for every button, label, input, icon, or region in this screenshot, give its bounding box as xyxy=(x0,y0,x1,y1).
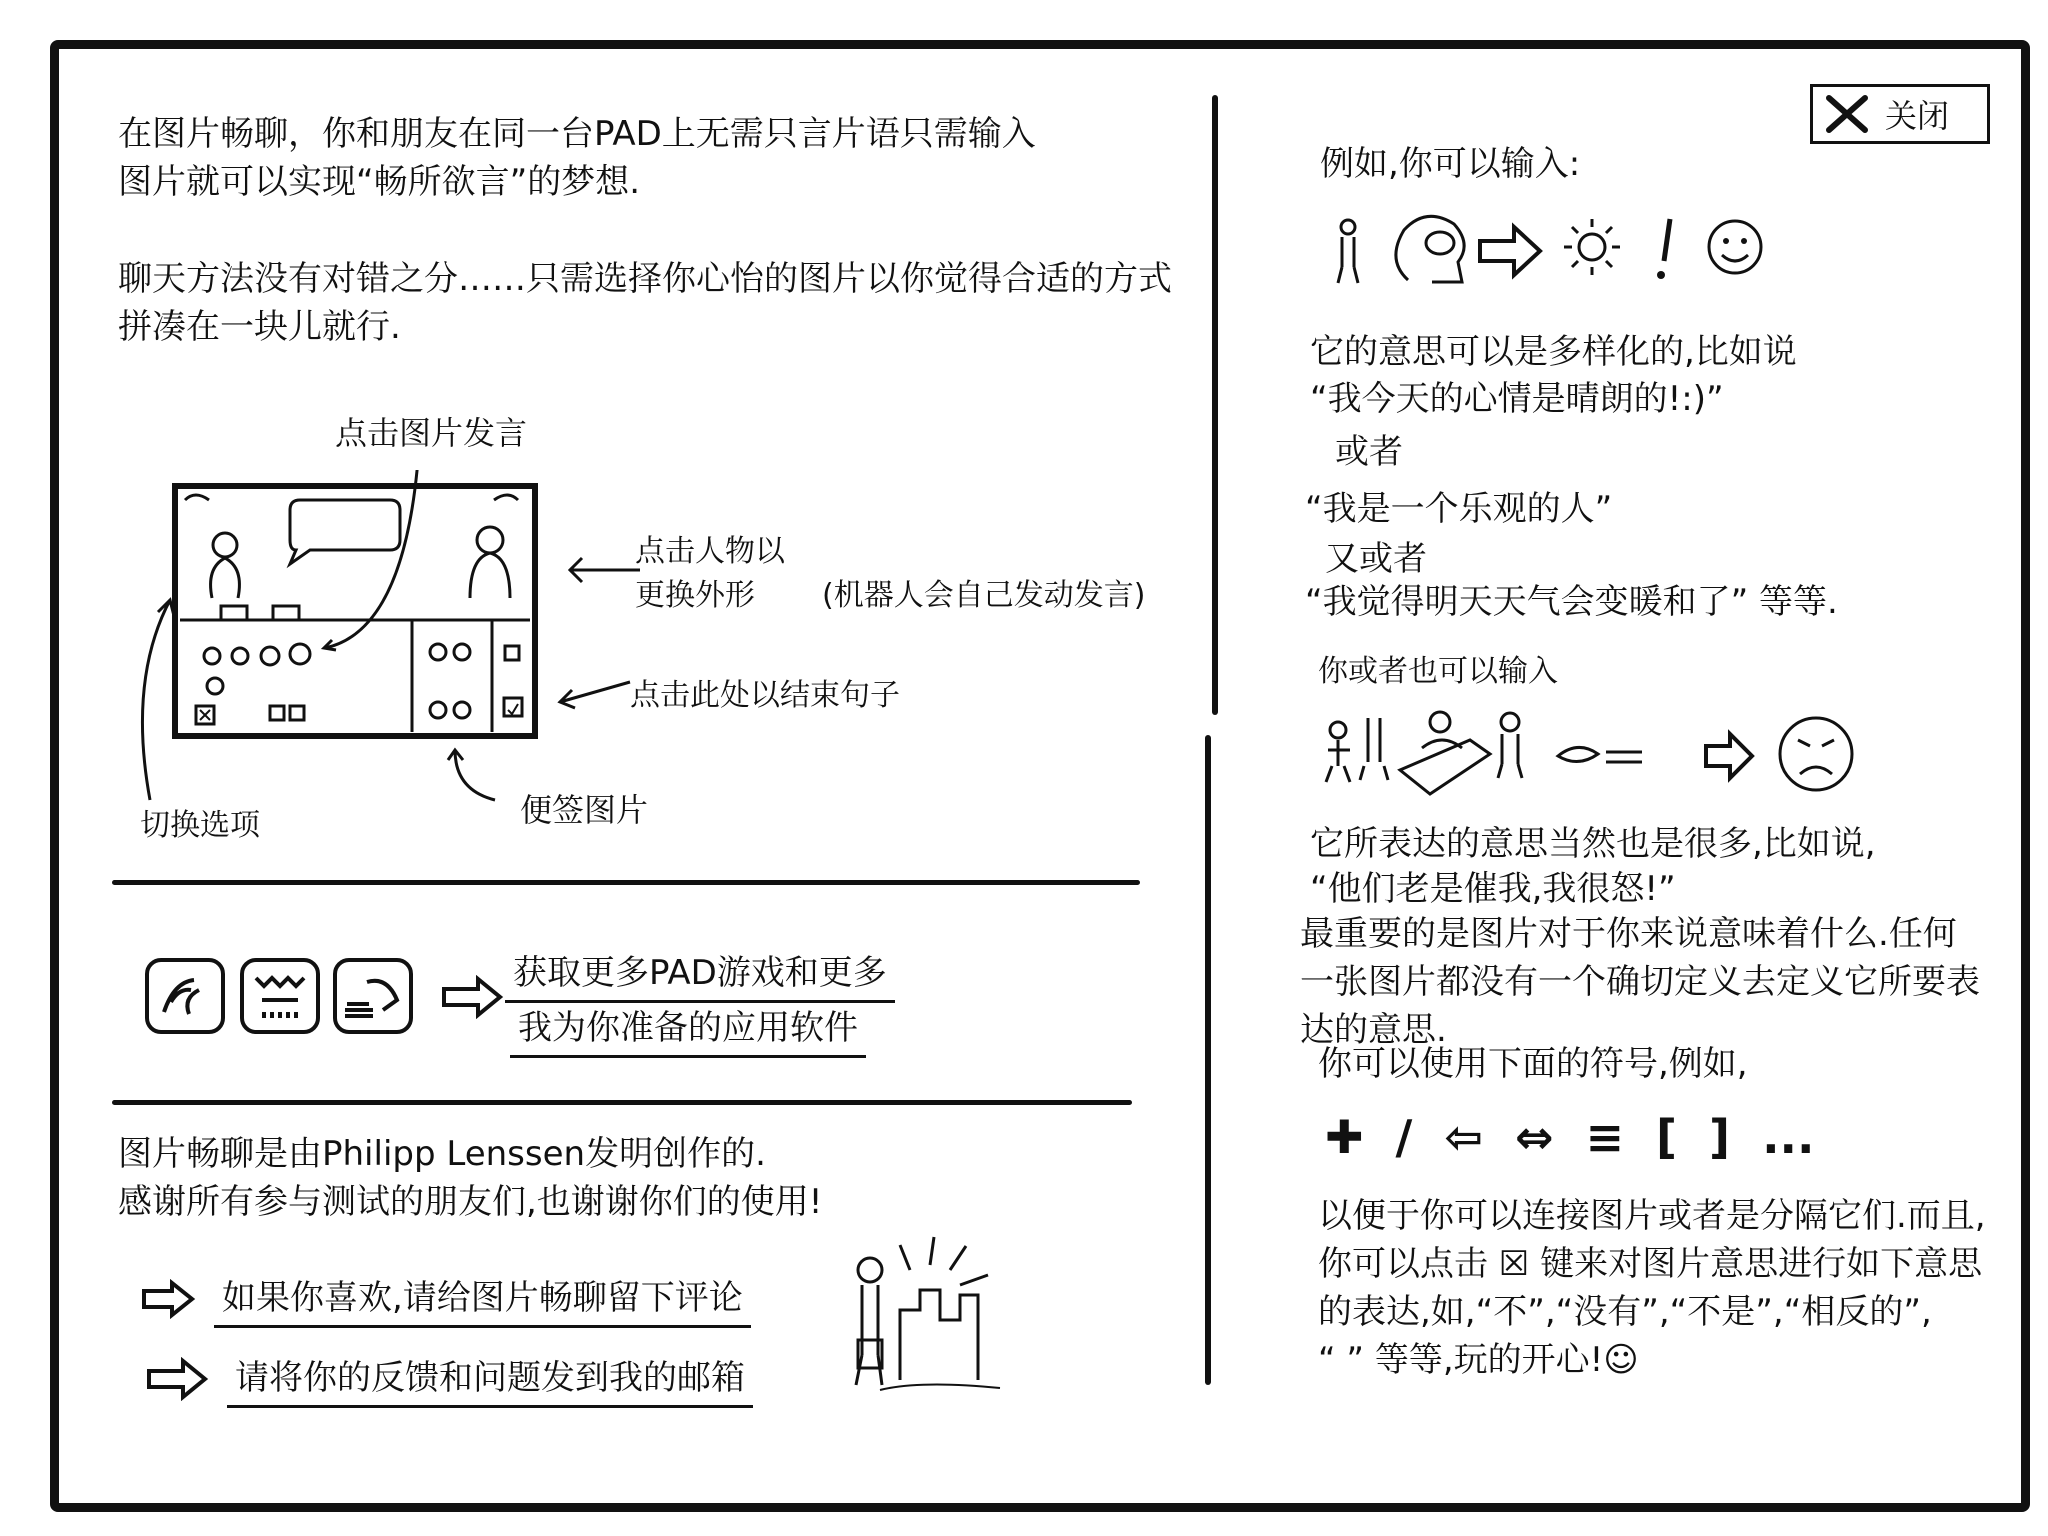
quote-1: “我今天的心情是晴朗的!:)” xyxy=(1310,379,1724,419)
review-link-text: 如果你喜欢,请给图片畅聊留下评论 xyxy=(214,1270,751,1328)
close-button[interactable] xyxy=(1810,84,1990,144)
equals-symbol: ≡ xyxy=(1585,1110,1624,1164)
example-pictures-2 xyxy=(1320,700,1860,810)
important-text: 最重要的是图片对于你来说意味着什么.任何 一张图片都没有一个确切定义去定义它所要表 达的意思. xyxy=(1300,914,1980,1050)
quote-3: “我觉得明天天气会变暖和了” 等等. xyxy=(1305,582,1838,622)
meaning-many: 它所表达的意思当然也是很多,比如说, xyxy=(1310,824,1876,864)
close-x-icon xyxy=(1823,92,1871,136)
review-link[interactable] xyxy=(140,1270,751,1328)
bracket-close-symbol: ] xyxy=(1709,1110,1731,1164)
also-input: 你或者也可以输入 xyxy=(1318,654,1558,689)
or-2: 又或者 xyxy=(1325,539,1427,579)
ipad-diagram xyxy=(120,470,1080,830)
quote-2: “我是一个乐观的人” xyxy=(1305,489,1613,529)
quote-4: “他们老是催我,我很怒!” xyxy=(1310,869,1676,909)
example-pictures-1 xyxy=(1330,205,1790,295)
method-text: 聊天方法没有对错之分……只需选择你心怡的图片以你觉得合适的方式 拼凑在一块儿就行. xyxy=(118,259,1172,347)
label-sticky-pictures: 便签图片 xyxy=(520,791,649,829)
label-switch-options: 切换选项 xyxy=(140,808,260,843)
app-monster-icon xyxy=(244,962,316,1030)
app-notebook-icon xyxy=(337,962,409,1030)
more-apps-link-2[interactable] xyxy=(510,1000,866,1058)
symbols-intro: 你可以使用下面的符号,例如, xyxy=(1318,1044,1748,1084)
bracket-open-symbol: [ xyxy=(1656,1110,1678,1164)
arrow-right-icon xyxy=(440,975,504,1019)
example-intro: 例如,你可以输入: xyxy=(1320,144,1581,184)
app-icon-3[interactable] xyxy=(333,958,413,1034)
label-tap-picture: 点击图片发言 xyxy=(335,414,528,452)
app-icon-1[interactable] xyxy=(145,958,225,1034)
intro-text: 在图片畅聊，你和朋友在同一台PAD上无需只言片语只需输入 图片就可以实现“畅所欲言”的梦想. xyxy=(118,114,1036,202)
column-divider-top xyxy=(1212,95,1218,715)
or-1: 或者 xyxy=(1335,432,1403,472)
plus-symbol: ✚ xyxy=(1325,1110,1364,1164)
section-divider-1 xyxy=(112,880,1140,885)
more-apps-text-1: 获取更多PAD游戏和更多 xyxy=(505,945,895,1003)
symbols-row xyxy=(1325,1110,1815,1164)
close-label: 关闭 xyxy=(1885,97,1950,135)
label-end-sentence: 点击此处以结束句子 xyxy=(630,678,900,713)
app-gesture-icon xyxy=(149,962,221,1030)
label-robot-note: (机器人会自己发动发言) xyxy=(822,578,1146,613)
arrow-right-icon xyxy=(140,1279,196,1319)
double-arrow-symbol: ⇔ xyxy=(1514,1110,1554,1164)
connect-text: 以便于你可以连接图片或者是分隔它们.而且, 你可以点击 ☒ 键来对图片意思进行如下意思 的表达,如,“不”,“没有”,“不是”,“相反的”, “ ” 等等,玩的开心!☺ xyxy=(1318,1196,1986,1380)
app-icon-2[interactable] xyxy=(240,958,320,1034)
feedback-link-text: 请将你的反馈和问题发到我的邮箱 xyxy=(227,1350,753,1408)
column-divider-bottom xyxy=(1205,735,1211,1385)
slash-symbol: / xyxy=(1395,1110,1413,1164)
section-divider-2 xyxy=(112,1100,1132,1105)
feedback-link[interactable] xyxy=(145,1350,753,1408)
person-city-illustration xyxy=(840,1230,1020,1410)
meaning-intro: 它的意思可以是多样化的,比如说 xyxy=(1310,332,1797,372)
more-apps-text-2: 我为你准备的应用软件 xyxy=(510,1000,866,1058)
ellipsis-symbol: ... xyxy=(1762,1110,1815,1164)
more-apps-link-1[interactable] xyxy=(505,945,895,1003)
arrow-left-symbol: ⇦ xyxy=(1444,1110,1483,1164)
label-tap-character: 点击人物以 更换外形 xyxy=(635,534,785,613)
arrow-right-icon xyxy=(145,1357,209,1401)
credits-text: 图片畅聊是由Philipp Lenssen发明创作的. 感谢所有参与测试的朋友们,也谢谢你们的使用! xyxy=(118,1134,823,1222)
